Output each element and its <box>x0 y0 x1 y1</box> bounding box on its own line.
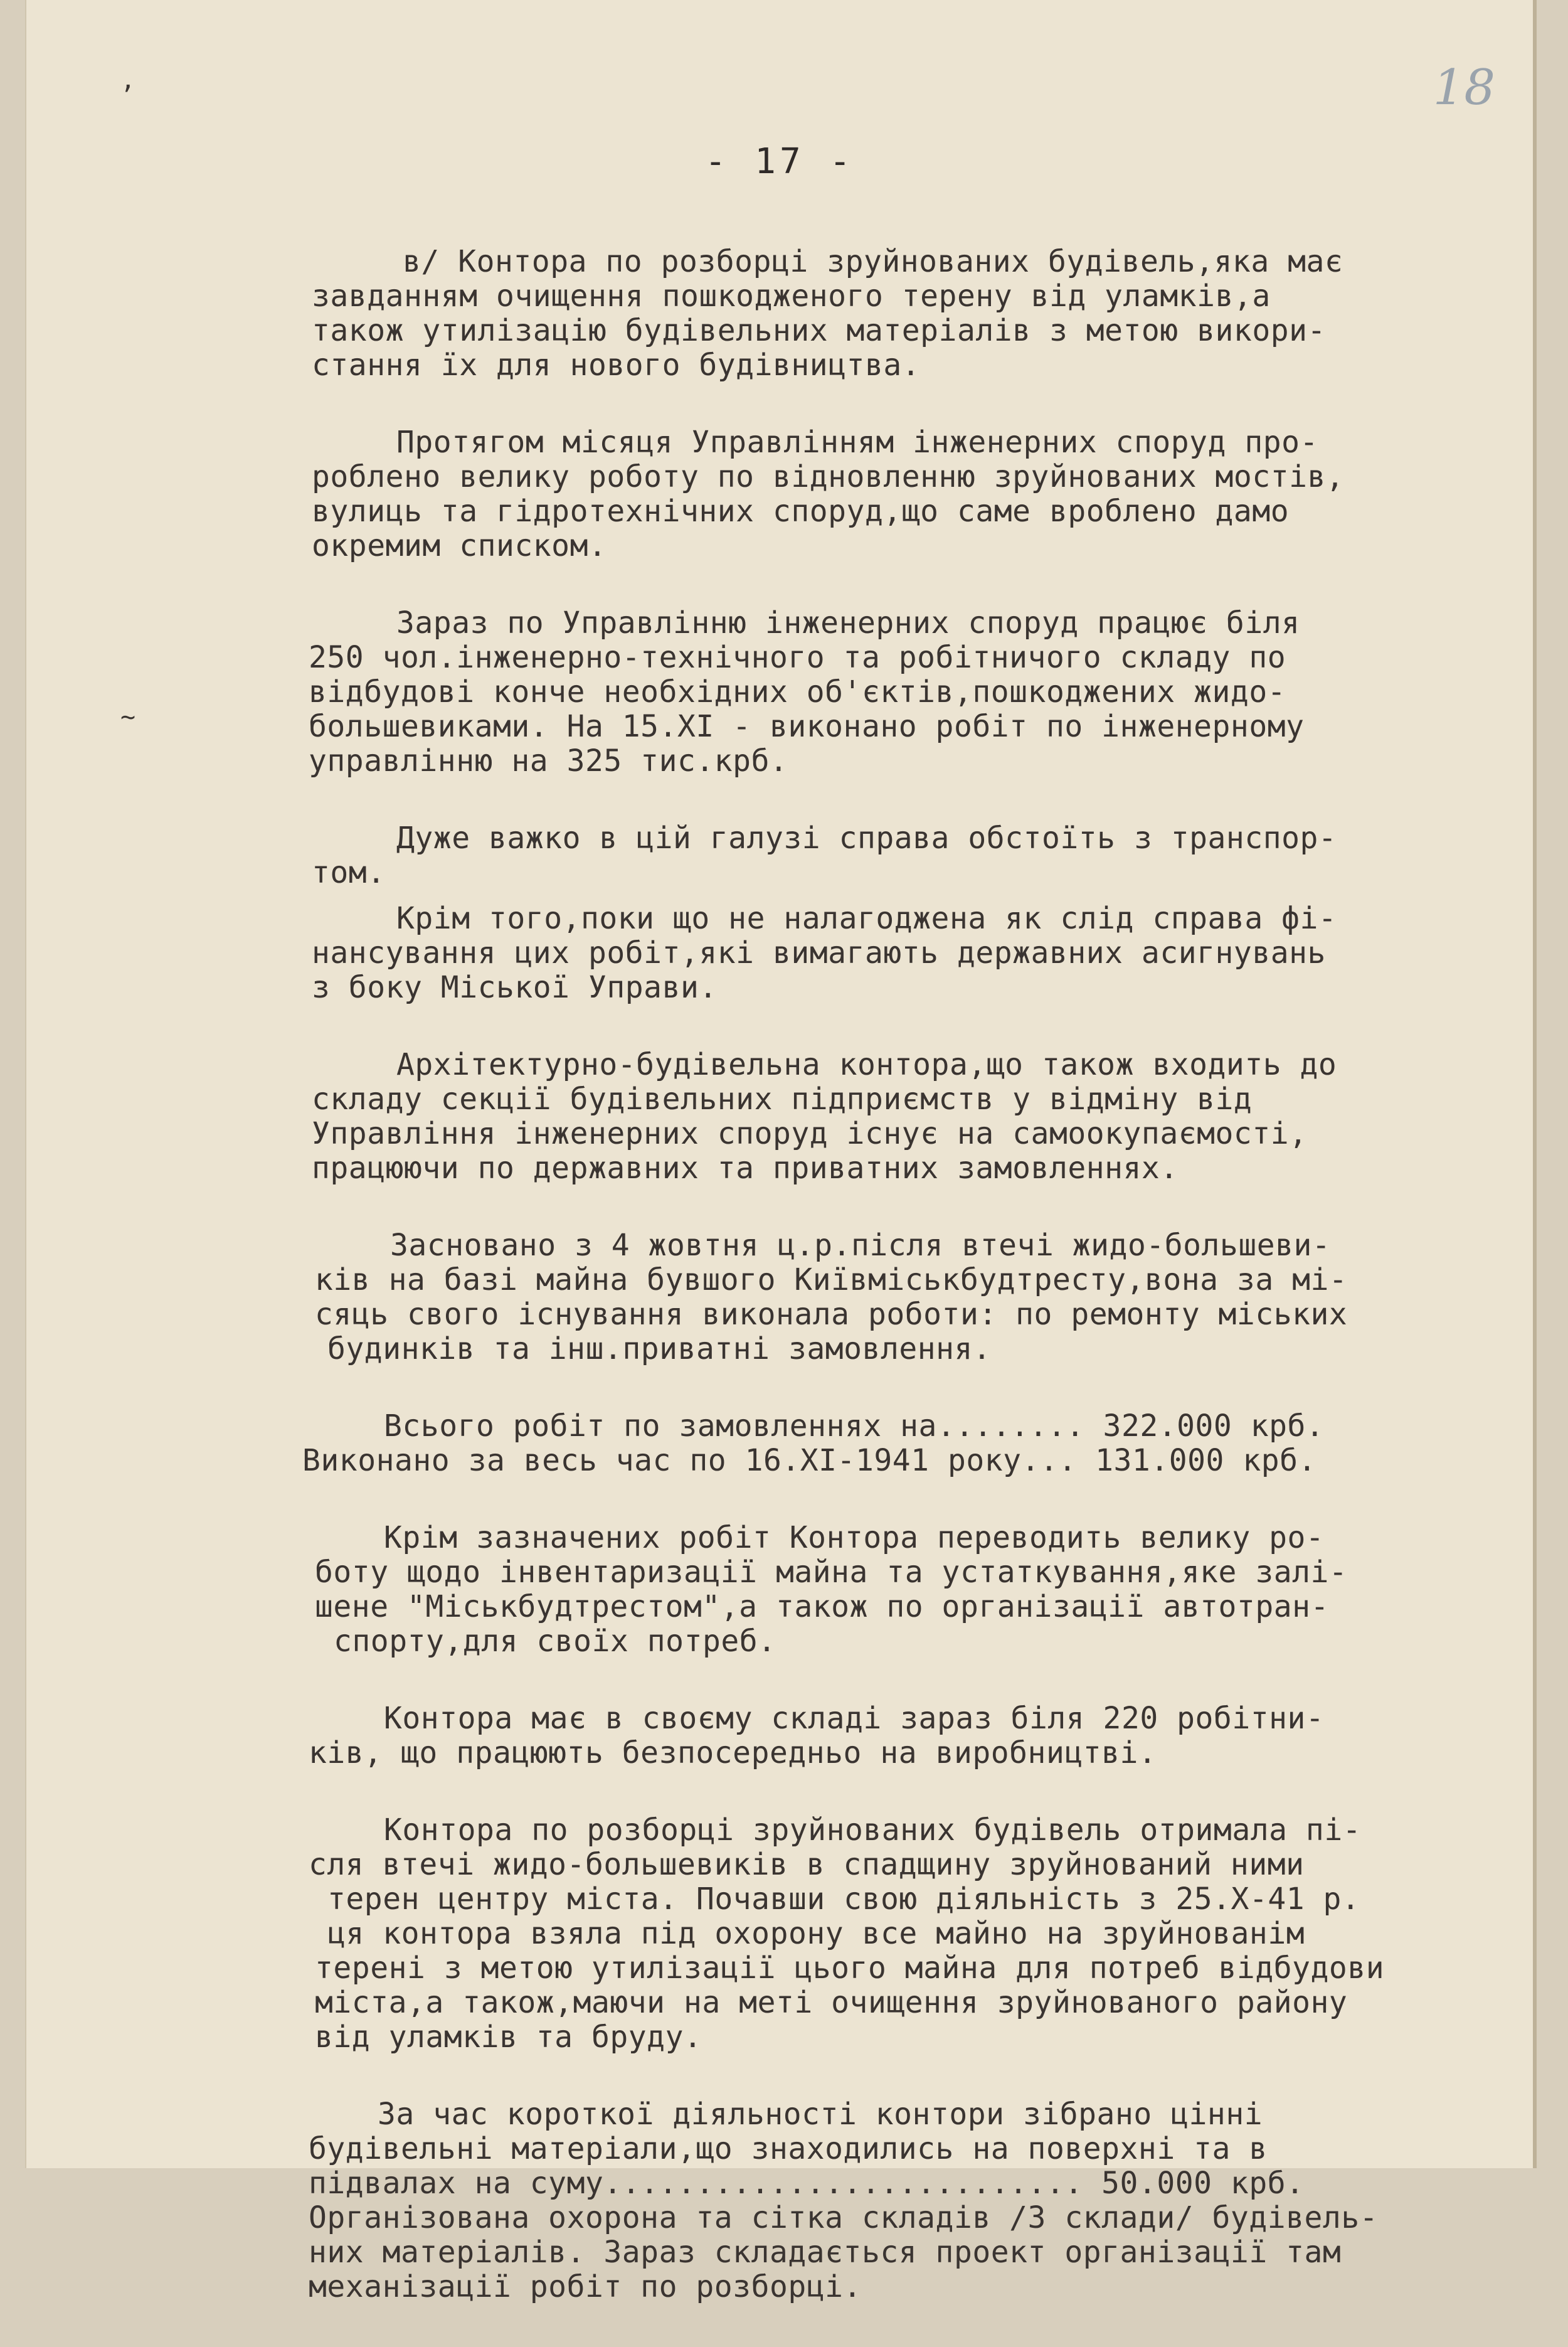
text-line: міста,а також,маючи на меті очищення зруйнованого району <box>315 1985 1348 2020</box>
text-line: будинків та інш.приватні замовлення. <box>327 1331 992 1366</box>
text-line: Архітектурно-будівельна контора,що також входить до <box>396 1047 1337 1082</box>
text-line: терен центру міста. Почавши свою діяльність з 25.X-41 р. <box>327 1881 1360 1917</box>
text-line: ця контора взяла під охорону все майно на зруйнованім <box>327 1916 1305 1951</box>
text-line: том. <box>312 855 386 890</box>
text-line: сяць свого існування виконала роботи: по ремонту міських <box>315 1297 1348 1332</box>
margin-mark: , <box>120 66 136 95</box>
paragraph-4 <box>283 821 1507 890</box>
text-line: Крім того,поки що не налагоджена як слід справа фі- <box>396 901 1337 936</box>
text-line: складу секції будівельних підприємств у відміну від <box>312 1082 1253 1117</box>
text-line: Крім зазначених робіт Контора переводить велику ро- <box>384 1520 1325 1555</box>
text-line: большевиками. На 15.XI - виконано робіт по інженерному <box>309 709 1305 744</box>
text-line: Дуже важко в цій галузі справа обстоїть з транспор- <box>396 821 1337 856</box>
text-line: Контора має в своєму складі зараз біля 220 робітни- <box>384 1701 1325 1736</box>
paragraph-2 <box>283 425 1507 563</box>
text-line: Засновано з 4 жовтня ц.р.після втечі жидо-большеви- <box>390 1228 1331 1263</box>
text-line: За час короткої діяльності контори зібрано цінні <box>378 2097 1263 2132</box>
text-line: завданням очищення пошкодженого терену від уламків,а <box>312 279 1271 314</box>
text-line: Зараз по Управлінню інженерних споруд працює біля <box>396 605 1300 641</box>
text-line: Всього робіт по замовленнях на........ 322.000 крб. <box>384 1408 1325 1444</box>
text-line: шене "Міськбудтрестом",а також по організації автотран- <box>315 1589 1329 1624</box>
text-line: Протягом місяця Управлінням інженерних споруд про- <box>396 425 1318 460</box>
paragraph-12 <box>283 2097 1507 2304</box>
paragraph-9 <box>283 1521 1507 1659</box>
text-line: також утилізацію будівельних матеріалів з метою викори- <box>312 313 1326 348</box>
paragraph-10 <box>283 1701 1507 1770</box>
text-line: будівельні матеріали,що знаходились на поверхні та в <box>309 2131 1268 2166</box>
text-line: ків на базі майна бувшого Київміськбудтресту,вона за мі- <box>315 1262 1348 1297</box>
text-line: окремим списком. <box>312 528 607 563</box>
text-line: Виконано за весь час по 16.XI-1941 року... 131.000 крб. <box>302 1443 1316 1478</box>
text-line: механізації робіт по розборці. <box>309 2269 862 2304</box>
text-line: вулиць та гідротехнічних споруд,що саме вроблено дамо <box>312 494 1290 529</box>
text-line: боту щодо інвентаризації майна та устаткування,яке залі- <box>315 1555 1348 1590</box>
text-line: Управління інженерних споруд існує на самоокупаємості, <box>312 1116 1308 1151</box>
paragraph-1 <box>164 245 1507 383</box>
paragraph-3 <box>283 606 1507 779</box>
text-line: роблено велику роботу по відновленню зруйнованих мостів, <box>312 459 1345 494</box>
text-line: Організована охорона та сітка складів /3 склади/ будівель- <box>309 2200 1379 2235</box>
text-line: нансування цих робіт,які вимагають державних асигнувань <box>312 935 1326 971</box>
margin-mark: ~ <box>120 703 136 732</box>
text-line: управлінню на 325 тис.крб. <box>309 743 788 779</box>
text-line: підвалах на суму.......................... 50.000 крб. <box>309 2166 1305 2201</box>
text-line: стання їх для нового будівництва. <box>312 348 921 383</box>
text-line: терені з метою утилізації цього майна для потреб відбудови <box>315 1951 1385 1986</box>
archival-folio-number: 18 <box>1433 60 1495 116</box>
text-line: працюючи по державних та приватних замовленнях. <box>312 1151 1179 1186</box>
paragraph-6 <box>283 1048 1507 1186</box>
text-line: відбудові конче необхідних об'єктів,пошкоджених жидо- <box>309 674 1286 710</box>
text-line: ків, що працюють безпосередньо на виробництві. <box>309 1735 1157 1770</box>
page-number: - 17 - <box>704 141 855 182</box>
paragraph-8 <box>283 1409 1507 1478</box>
paragraph-5 <box>283 902 1507 1005</box>
text-line: Контора по розборці зруйнованих будівель отримала пі- <box>384 1812 1362 1848</box>
text-line: них матеріалів. Зараз складається проект організації там <box>309 2235 1342 2270</box>
document-page <box>25 0 1537 2304</box>
text-line: сля втечі жидо-большевиків в спадщину зруйнований ними <box>309 1847 1305 1882</box>
text-line: в/ Контора по розборці зруйнованих будівель,яка має <box>403 244 1343 279</box>
document-body <box>283 245 1507 2347</box>
paragraph-7 <box>283 1228 1507 1366</box>
text-line: 250 чол.інженерно-технічного та робітничого складу по <box>309 640 1286 675</box>
paragraph-11 <box>283 1813 1507 2055</box>
text-line: з боку Міської Управи. <box>312 970 718 1005</box>
text-line: спорту,для своїх потреб. <box>334 1624 776 1659</box>
text-line: від уламків та бруду. <box>315 2020 702 2055</box>
